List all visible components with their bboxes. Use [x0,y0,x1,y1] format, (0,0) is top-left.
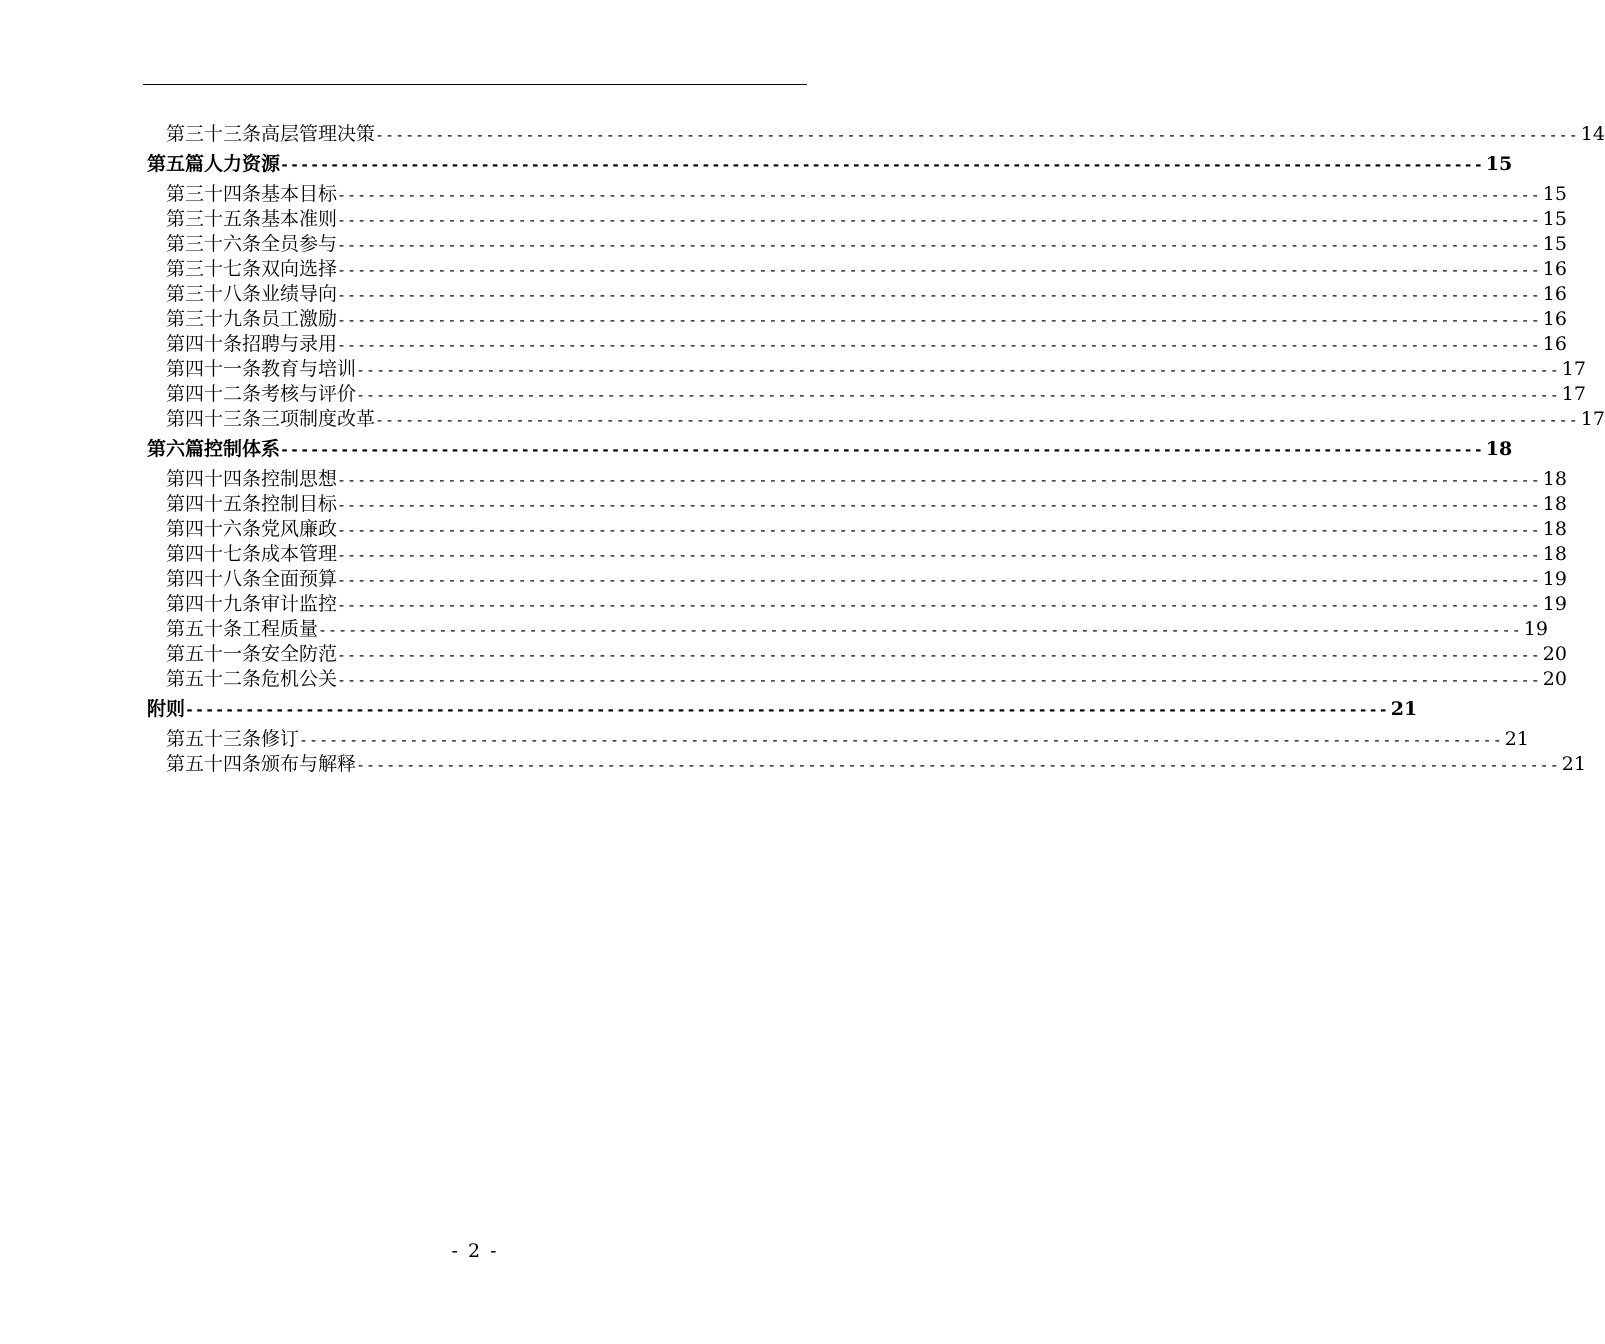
toc-entry-page: 18 [1542,518,1567,540]
toc-entry-title: 成本管理 [261,543,338,565]
toc-entry[interactable] [147,207,1567,232]
toc-entry-title: 工程质量 [242,618,319,640]
toc-entry-number: 第四十四条 [166,468,262,490]
toc-dot-leader: ------------------------------------------------------------------------------------------------------------------------ [337,546,1541,564]
toc-entry-number: 第五十一条 [166,643,262,665]
toc-dot-leader: ------------------------------------------------------------------------------------------------------------------------ [337,596,1541,614]
toc-entry-page: 19 [1542,568,1567,590]
toc-dot-leader: ------------------------------------------------------------------------------------------------------------------------ [356,756,1560,774]
toc-entry-number: 第三十三条 [166,123,262,145]
toc-entry-title: 基本目标 [261,183,338,205]
toc-dot-leader: ------------------------------------------------------------------------------------------------------------------------ [337,236,1541,254]
toc-entry-title: 教育与培训 [261,358,357,380]
toc-entry-page: 16 [1542,258,1567,280]
toc-entry[interactable] [147,567,1567,592]
toc-entry-page: 21 [1390,698,1418,720]
toc-entry[interactable] [147,467,1567,492]
toc-entry-number: 第三十七条 [166,258,262,280]
toc-entry-title: 高层管理决策 [261,123,376,145]
toc-entry-title: 审计监控 [261,593,338,615]
toc-dot-leader: ------------------------------------------------------------------------------------------------------------------------ [185,701,1389,719]
page-number: - 2 - [451,1240,499,1262]
toc-entry-title: 三项制度改革 [261,408,376,430]
toc-entry-title: 全面预算 [261,568,338,590]
toc-dot-leader: ------------------------------------------------------------------------------------------------------------------------ [337,286,1541,304]
toc-entry-page: 15 [1542,183,1567,205]
toc-entry-page: 15 [1542,233,1567,255]
toc-entry-page: 18 [1542,493,1567,515]
toc-entry-number: 第三十八条 [166,283,262,305]
toc-entry[interactable] [147,332,1567,357]
toc-dot-leader: ------------------------------------------------------------------------------------------------------------------------ [375,411,1579,429]
toc-entry[interactable] [147,542,1567,567]
toc-entry-page: 15 [1485,153,1513,175]
toc-entry-number: 第五十二条 [166,668,262,690]
toc-entry-number: 第三十五条 [166,208,262,230]
toc-entry[interactable] [147,752,1586,777]
toc-dot-leader: ------------------------------------------------------------------------------------------------------------------------ [337,336,1541,354]
toc-entry[interactable] [147,592,1567,617]
toc-entry[interactable] [147,122,1605,147]
toc-entry-number: 第五十三条 [166,728,262,750]
toc-entry-number: 第六篇 [147,438,205,460]
toc-entry-number: 第四十一条 [166,358,262,380]
toc-entry-title: 业绩导向 [261,283,338,305]
toc-entry-number: 第四十八条 [166,568,262,590]
toc-entry-title: 附则 [147,698,186,720]
toc-entry[interactable] [147,152,1513,177]
toc-entry-title: 控制体系 [204,438,281,460]
toc-entry-number: 第四十二条 [166,383,262,405]
toc-entry-number: 第四十六条 [166,518,262,540]
toc-dot-leader: ------------------------------------------------------------------------------------------------------------------------ [337,496,1541,514]
toc-entry[interactable] [147,357,1586,382]
toc-entry-title: 控制思想 [261,468,338,490]
toc-dot-leader: ------------------------------------------------------------------------------------------------------------------------ [280,441,1484,459]
toc-entry-number: 第四十九条 [166,593,262,615]
toc-dot-leader: ------------------------------------------------------------------------------------------------------------------------ [337,571,1541,589]
toc-entry-number: 第四十条 [166,333,243,355]
toc-entry-page: 16 [1542,283,1567,305]
toc-entry-page: 19 [1542,593,1567,615]
toc-entry-page: 17 [1580,408,1605,430]
toc-entry-title: 全员参与 [261,233,338,255]
toc-dot-leader: ------------------------------------------------------------------------------------------------------------------------ [337,471,1541,489]
toc-entry-number: 第五十条 [166,618,243,640]
toc-dot-leader: ------------------------------------------------------------------------------------------------------------------------ [299,731,1503,749]
toc-entry[interactable] [147,307,1567,332]
toc-entry-page: 18 [1485,438,1513,460]
toc-dot-leader: ------------------------------------------------------------------------------------------------------------------------ [356,386,1560,404]
toc-entry-title: 双向选择 [261,258,338,280]
toc-entry-title: 修订 [261,728,300,750]
toc-entry-page: 15 [1542,208,1567,230]
toc-dot-leader: ------------------------------------------------------------------------------------------------------------------------ [356,361,1560,379]
toc-entry-title: 基本准则 [261,208,338,230]
toc-entry-page: 18 [1542,468,1567,490]
toc-entry-page: 17 [1561,358,1586,380]
toc-entry[interactable] [147,667,1567,692]
toc-dot-leader: ------------------------------------------------------------------------------------------------------------------------ [318,621,1522,639]
toc-entry[interactable] [147,517,1567,542]
toc-entry[interactable] [147,282,1567,307]
toc-entry-title: 人力资源 [204,153,281,175]
toc-dot-leader: ------------------------------------------------------------------------------------------------------------------------ [337,211,1541,229]
toc-entry-title: 党风廉政 [261,518,338,540]
toc-entry-number: 第五篇 [147,153,205,175]
toc-entry-page: 16 [1542,308,1567,330]
toc-entry[interactable] [147,437,1513,462]
toc-dot-leader: ------------------------------------------------------------------------------------------------------------------------ [375,126,1579,144]
toc-entry-number: 第三十九条 [166,308,262,330]
toc-entry-page: 21 [1504,728,1529,750]
toc-entry-title: 安全防范 [261,643,338,665]
toc-entry-number: 第三十六条 [166,233,262,255]
toc-entry-page: 17 [1561,383,1586,405]
toc-entry[interactable] [147,257,1567,282]
toc-entry-page: 20 [1542,668,1567,690]
toc-entry-title: 颁布与解释 [261,753,357,775]
toc-entry-title: 考核与评价 [261,383,357,405]
toc-entry-page: 20 [1542,643,1567,665]
toc-entry[interactable] [147,727,1529,752]
table-of-contents [147,122,1605,777]
toc-entry-title: 员工激励 [261,308,338,330]
toc-entry[interactable] [147,697,1418,722]
header-rule [143,84,807,85]
toc-dot-leader: ------------------------------------------------------------------------------------------------------------------------ [337,521,1541,539]
toc-entry-page: 16 [1542,333,1567,355]
toc-entry[interactable] [147,182,1567,207]
toc-entry-title: 控制目标 [261,493,338,515]
toc-entry-number: 第四十七条 [166,543,262,565]
toc-dot-leader: ------------------------------------------------------------------------------------------------------------------------ [337,186,1541,204]
toc-entry[interactable] [147,642,1567,667]
toc-entry-title: 危机公关 [261,668,338,690]
toc-entry[interactable] [147,382,1586,407]
toc-entry-number: 第四十五条 [166,493,262,515]
toc-entry-number: 第五十四条 [166,753,262,775]
toc-entry[interactable] [147,492,1567,517]
toc-dot-leader: ------------------------------------------------------------------------------------------------------------------------ [337,671,1541,689]
toc-entry[interactable] [147,617,1548,642]
toc-dot-leader: ------------------------------------------------------------------------------------------------------------------------ [337,261,1541,279]
toc-entry-number: 第三十四条 [166,183,262,205]
toc-entry[interactable] [147,407,1605,432]
toc-dot-leader: ------------------------------------------------------------------------------------------------------------------------ [337,646,1541,664]
toc-entry[interactable] [147,232,1567,257]
toc-dot-leader: ------------------------------------------------------------------------------------------------------------------------ [280,156,1484,174]
toc-dot-leader: ------------------------------------------------------------------------------------------------------------------------ [337,311,1541,329]
toc-entry-number: 第四十三条 [166,408,262,430]
toc-entry-page: 18 [1542,543,1567,565]
toc-entry-title: 招聘与录用 [242,333,338,355]
toc-entry-page: 21 [1561,753,1586,775]
toc-entry-page: 14 [1580,123,1605,145]
toc-entry-page: 19 [1523,618,1548,640]
